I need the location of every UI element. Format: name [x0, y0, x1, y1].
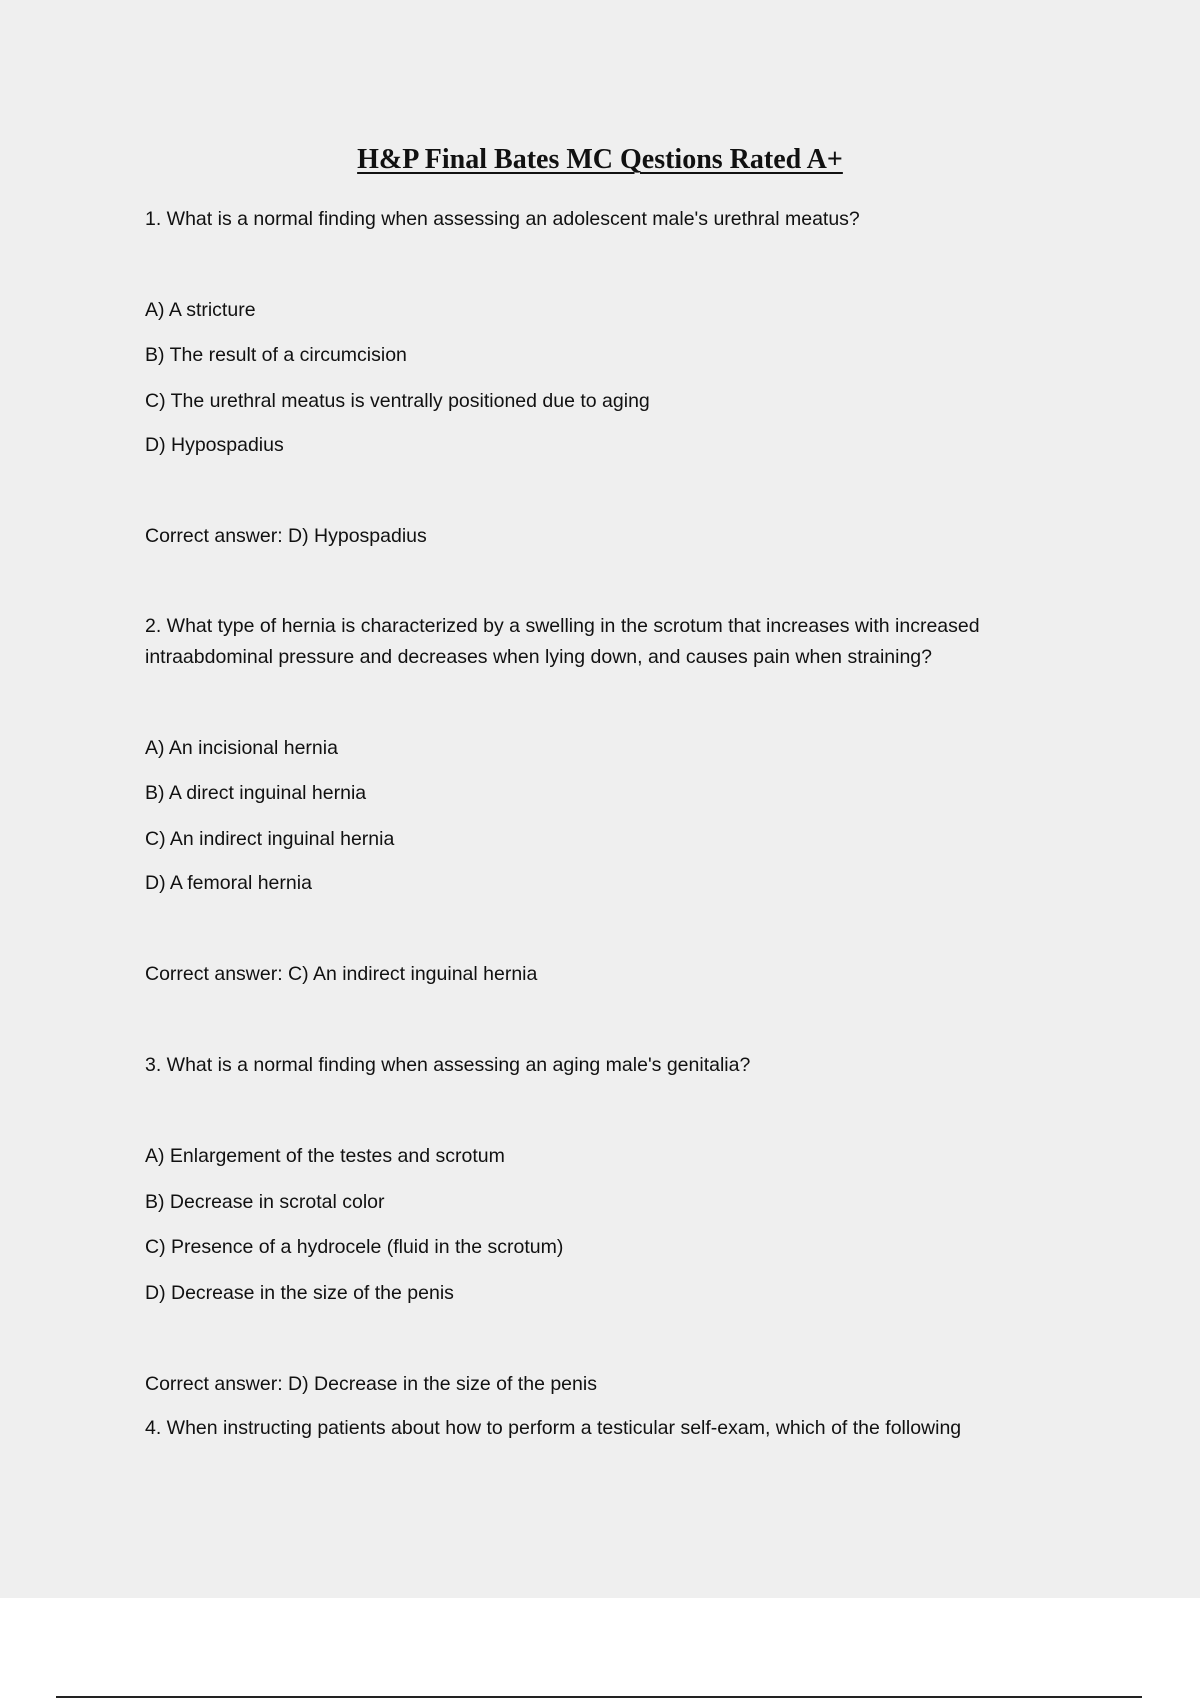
question-4-prompt: 4. When instructing patients about how to perform a testicular self-exam, which of the following: [145, 1417, 962, 1439]
question-3-option-d: D) Decrease in the size of the penis: [145, 1282, 454, 1304]
question-2-option-a: A) An incisional hernia: [145, 737, 338, 759]
question-2-answer: Correct answer: C) An indirect inguinal hernia: [145, 963, 538, 985]
question-1-option-d: D) Hypospadius: [145, 434, 284, 456]
document-title: [0, 142, 1200, 178]
question-3-option-c: C) Presence of a hydrocele (fluid in the scrotum): [145, 1236, 564, 1258]
document-title-text: H&P Final Bates MC Qestions Rated A+: [357, 144, 843, 175]
question-2-option-c: C) An indirect inguinal hernia: [145, 828, 395, 850]
question-1-answer: Correct answer: D) Hypospadius: [145, 525, 427, 547]
question-3-option-a: A) Enlargement of the testes and scrotum: [145, 1145, 505, 1167]
question-3-answer: Correct answer: D) Decrease in the size of the penis: [145, 1373, 597, 1395]
question-1-option-c: C) The urethral meatus is ventrally positioned due to aging: [145, 390, 650, 412]
question-1-option-b: B) The result of a circumcision: [145, 344, 407, 366]
question-2-option-b: B) A direct inguinal hernia: [145, 782, 367, 804]
question-2-option-d: D) A femoral hernia: [145, 872, 312, 894]
question-1-option-a: A) A stricture: [145, 299, 256, 321]
question-1-prompt: 1. What is a normal finding when assessing an adolescent male's urethral meatus?: [145, 208, 860, 230]
question-3-option-b: B) Decrease in scrotal color: [145, 1191, 385, 1213]
page-footer-rule: [56, 1696, 1142, 1698]
question-3-prompt: 3. What is a normal finding when assessing an aging male's genitalia?: [145, 1054, 751, 1076]
question-2-prompt: 2. What type of hernia is characterized by a swelling in the scrotum that increases with increased intraabdominal pressure and decreases when lying down, and causes pain when straining?: [145, 615, 980, 668]
